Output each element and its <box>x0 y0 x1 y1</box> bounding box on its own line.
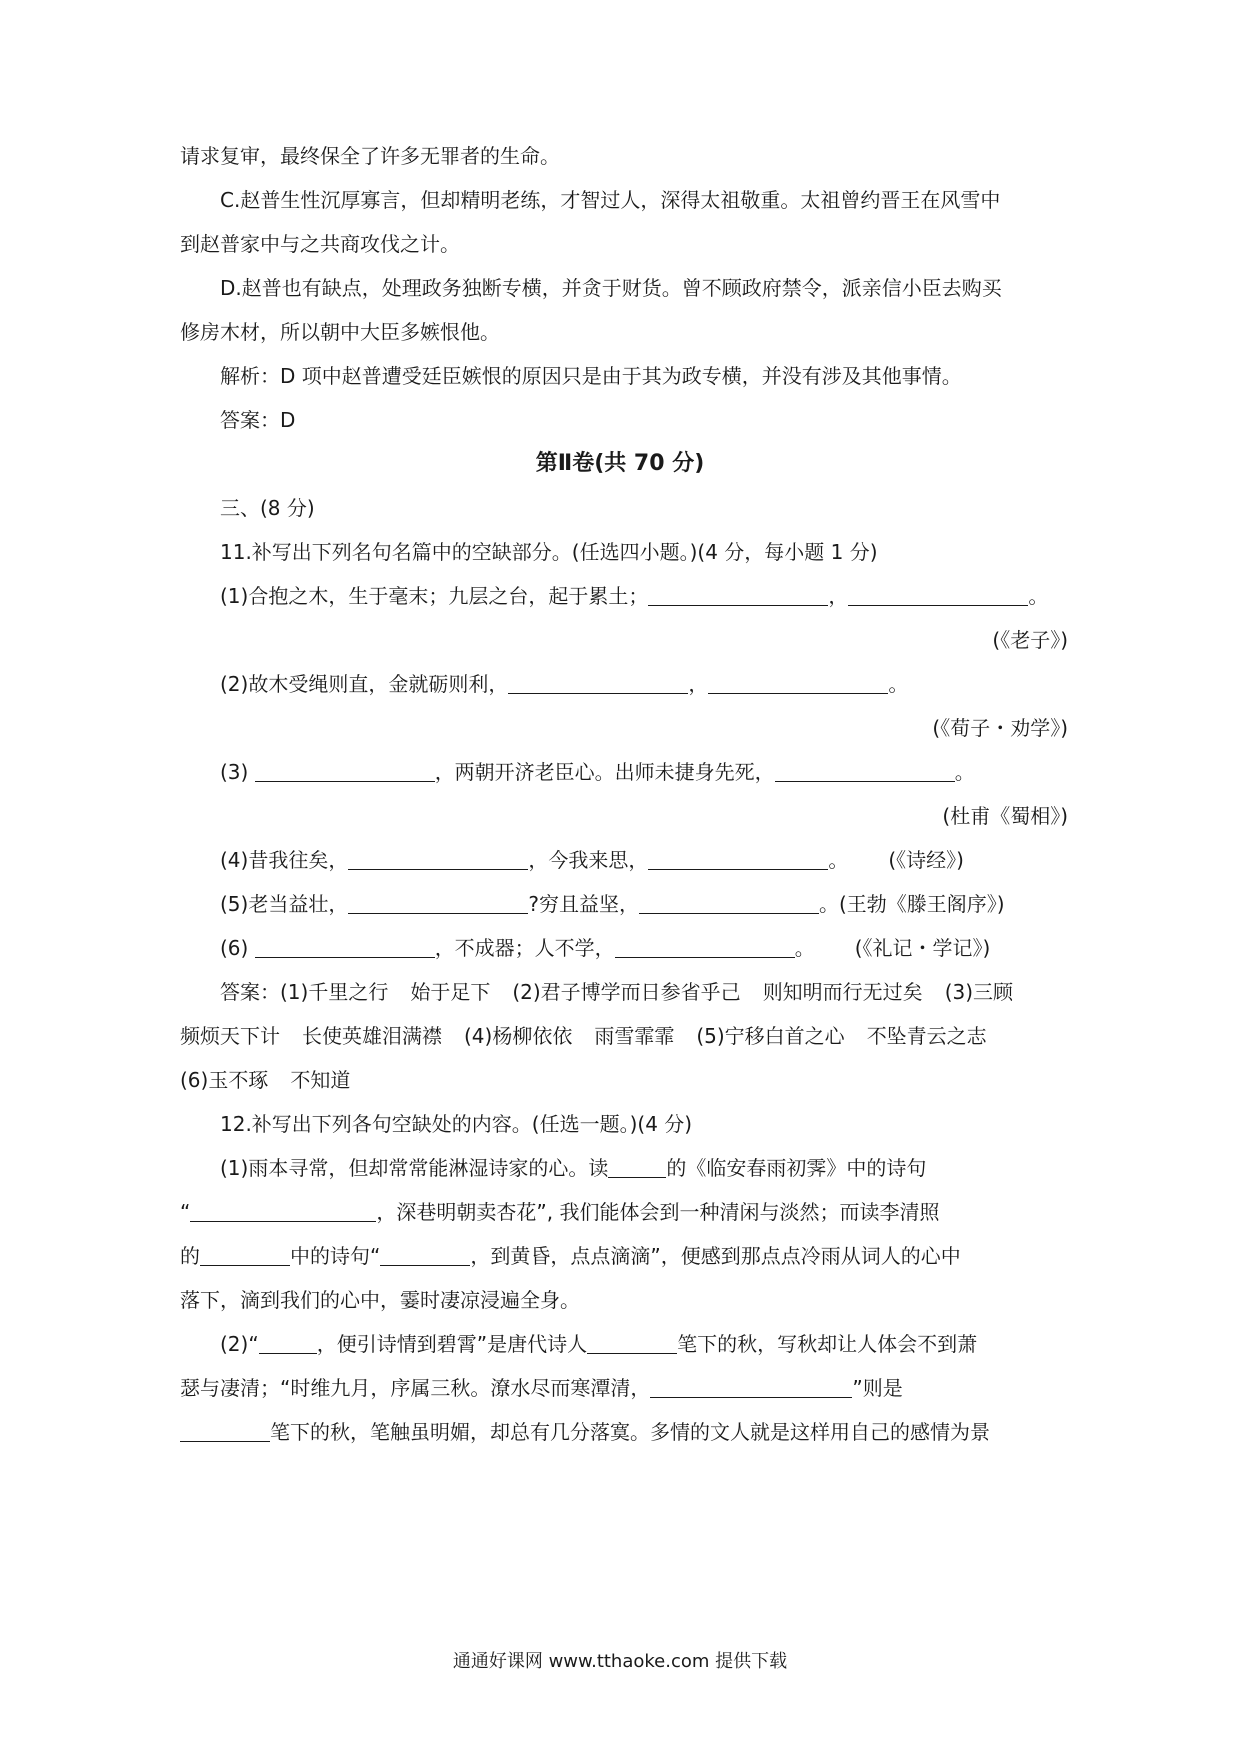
fill-blank[interactable] <box>708 673 888 694</box>
question-11-title: 11.补写出下列名句名篇中的空缺部分。(任选四小题。)(4 分，每小题 1 分) <box>220 540 878 564</box>
item-text: 。 <box>954 760 975 784</box>
item-text: 。 <box>1028 584 1049 608</box>
fill-blank[interactable] <box>508 673 688 694</box>
fill-blank[interactable] <box>255 761 435 782</box>
answer-11-line-2 <box>180 1022 1060 1050</box>
item-text: ，不成器；人不学， <box>434 936 615 960</box>
option-c-line: C.赵普生性沉厚寡言，但却精明老练，才智过人，深得太祖敬重。太祖曾约晋王在风雪中 <box>220 188 1001 212</box>
fill-blank[interactable] <box>348 849 528 870</box>
q12-para-1-line-4: 落下，滴到我们的心中，霎时凄凉浸遍全身。 <box>180 1288 580 1312</box>
footer-watermark: 通通好课网 www.tthaoke.com 提供下载 <box>452 1651 788 1672</box>
item-text: (4)昔我往矣， <box>220 848 349 872</box>
q11-item-4 <box>220 846 1060 874</box>
answer-text: 始于足下 <box>410 980 491 1004</box>
item-source: (《礼记・学记》) <box>854 936 991 960</box>
item-text: (5)老当益壮， <box>220 892 349 916</box>
item-text: 。 <box>794 936 815 960</box>
para-text: 笔下的秋，写秋却让人体会不到萧 <box>677 1332 978 1356</box>
item-text: ，今我来思， <box>528 848 649 872</box>
fill-blank[interactable] <box>587 1333 677 1354</box>
q11-item-6 <box>220 934 1060 962</box>
item-text: (3) <box>220 760 255 784</box>
para-text: ，便引诗情到碧霄”是唐代诗人 <box>316 1332 588 1356</box>
q12-para-2-line-2 <box>180 1374 1060 1402</box>
item-text: ?穷且益坚， <box>528 892 639 916</box>
answer-text: (2)君子博学而日参省乎己 <box>512 980 741 1004</box>
fill-blank[interactable] <box>348 893 528 914</box>
q12-para-2-line-3 <box>180 1418 1060 1446</box>
item-text: (1)合抱之木，生于毫末；九层之台，起于累土； <box>220 584 649 608</box>
item-text: 。(王勃《滕王阁序》) <box>818 892 1005 916</box>
fill-blank[interactable] <box>650 1377 794 1398</box>
answer-11-line-1 <box>220 978 1060 1006</box>
fill-blank[interactable] <box>608 1157 666 1178</box>
q11-item-2 <box>220 670 1060 698</box>
answer-text: 长使英雄泪满襟 <box>302 1024 442 1048</box>
answer-text: 答案：(1)千里之行 <box>220 980 389 1004</box>
section-title: 第Ⅱ卷(共 70 分) <box>535 451 705 476</box>
q12-para-1-line-3 <box>180 1242 1060 1270</box>
para-text: 中的诗句“ <box>290 1244 381 1268</box>
fill-blank[interactable] <box>259 1333 317 1354</box>
fill-blank[interactable] <box>190 1201 376 1222</box>
item-text: ，两朝开济老臣心。出师未捷身先死， <box>434 760 775 784</box>
item-text: ， <box>688 672 709 696</box>
para-text: ，到黄昏，点点滴滴”，便感到那点点冷雨从词人的心中 <box>470 1244 961 1268</box>
q11-item-5 <box>220 890 1060 918</box>
answer-text: 频烦天下计 <box>180 1024 280 1048</box>
text-line: 请求复审，最终保全了许多无罪者的生命。 <box>180 144 560 168</box>
fill-blank[interactable] <box>180 1421 270 1442</box>
fill-blank[interactable] <box>615 937 795 958</box>
fill-blank[interactable] <box>255 937 435 958</box>
para-text: (1)雨本寻常，但却常常能淋湿诗家的心。读 <box>220 1156 609 1180</box>
para-text: ，深巷明朝卖杏花”, 我们能体会到一种清闲与淡然；而读李清照 <box>376 1200 940 1224</box>
fill-blank[interactable] <box>848 585 1028 606</box>
fill-blank[interactable] <box>380 1245 470 1266</box>
answer-line: 答案：D <box>220 408 296 432</box>
fill-blank[interactable] <box>200 1245 290 1266</box>
para-text: ”则是 <box>852 1376 903 1400</box>
answer-text: (5)宁移白首之心 <box>696 1024 845 1048</box>
para-text: 笔下的秋，笔触虽明媚，却总有几分落寞。多情的文人就是这样用自己的感情为景 <box>270 1420 990 1444</box>
text-line: 到赵普家中与之共商攻伐之计。 <box>180 232 460 256</box>
para-text: 瑟与凄清；“时维九月，序属三秋。潦水尽而寒潭清， <box>180 1376 651 1400</box>
q11-item-2-source: (《荀子・劝学》) <box>932 716 1068 740</box>
text-line: 修房木材，所以朝中大臣多嫉恨他。 <box>180 320 500 344</box>
answer-text: 雨雪霏霏 <box>594 1024 675 1048</box>
para-text: “ <box>180 1200 191 1224</box>
question-12-title: 12.补写出下列各句空缺处的内容。(任选一题。)(4 分) <box>220 1112 693 1136</box>
item-text: (6) <box>220 936 255 960</box>
fill-blank[interactable] <box>775 761 955 782</box>
q11-item-1-source: (《老子》) <box>992 628 1068 652</box>
item-text: (2)故木受绳则直，金就砺则利， <box>220 672 509 696</box>
para-text: 的 <box>180 1244 200 1268</box>
answer-text: 不坠青云之志 <box>866 1024 987 1048</box>
q12-para-2-line-1 <box>220 1330 1060 1358</box>
q11-item-3 <box>220 758 1060 786</box>
part-heading: 三、(8 分) <box>220 496 315 520</box>
item-source: (《诗经》) <box>888 848 964 872</box>
option-d-line: D.赵普也有缺点，处理政务独断专横，并贪于财货。曾不顾政府禁令，派亲信小臣去购买 <box>220 276 1002 300</box>
fill-blank[interactable] <box>639 893 819 914</box>
item-text: 。 <box>828 848 849 872</box>
fill-blank[interactable] <box>794 1377 852 1398</box>
q12-para-1-line-1 <box>220 1154 1060 1182</box>
answer-text: (3)三顾 <box>944 980 1014 1004</box>
fill-blank[interactable] <box>648 585 828 606</box>
fill-blank[interactable] <box>648 849 828 870</box>
answer-text: 不知道 <box>290 1068 351 1092</box>
analysis-line: 解析：D 项中赵普遭受廷臣嫉恨的原因只是由于其为政专横，并没有涉及其他事情。 <box>220 364 962 388</box>
q11-item-1 <box>220 582 1060 610</box>
item-text: ， <box>828 584 849 608</box>
answer-11-line-3 <box>180 1066 1060 1094</box>
answer-text: 则知明而行无过矣 <box>762 980 923 1004</box>
answer-text: (4)杨柳依依 <box>464 1024 573 1048</box>
item-text: 。 <box>888 672 909 696</box>
answer-text: (6)玉不琢 <box>180 1068 269 1092</box>
q12-para-1-line-2 <box>180 1198 1060 1226</box>
para-text: 的《临安春雨初霁》中的诗句 <box>666 1156 927 1180</box>
para-text: (2)“ <box>220 1332 259 1356</box>
q11-item-3-source: (杜甫《蜀相》) <box>942 804 1068 828</box>
